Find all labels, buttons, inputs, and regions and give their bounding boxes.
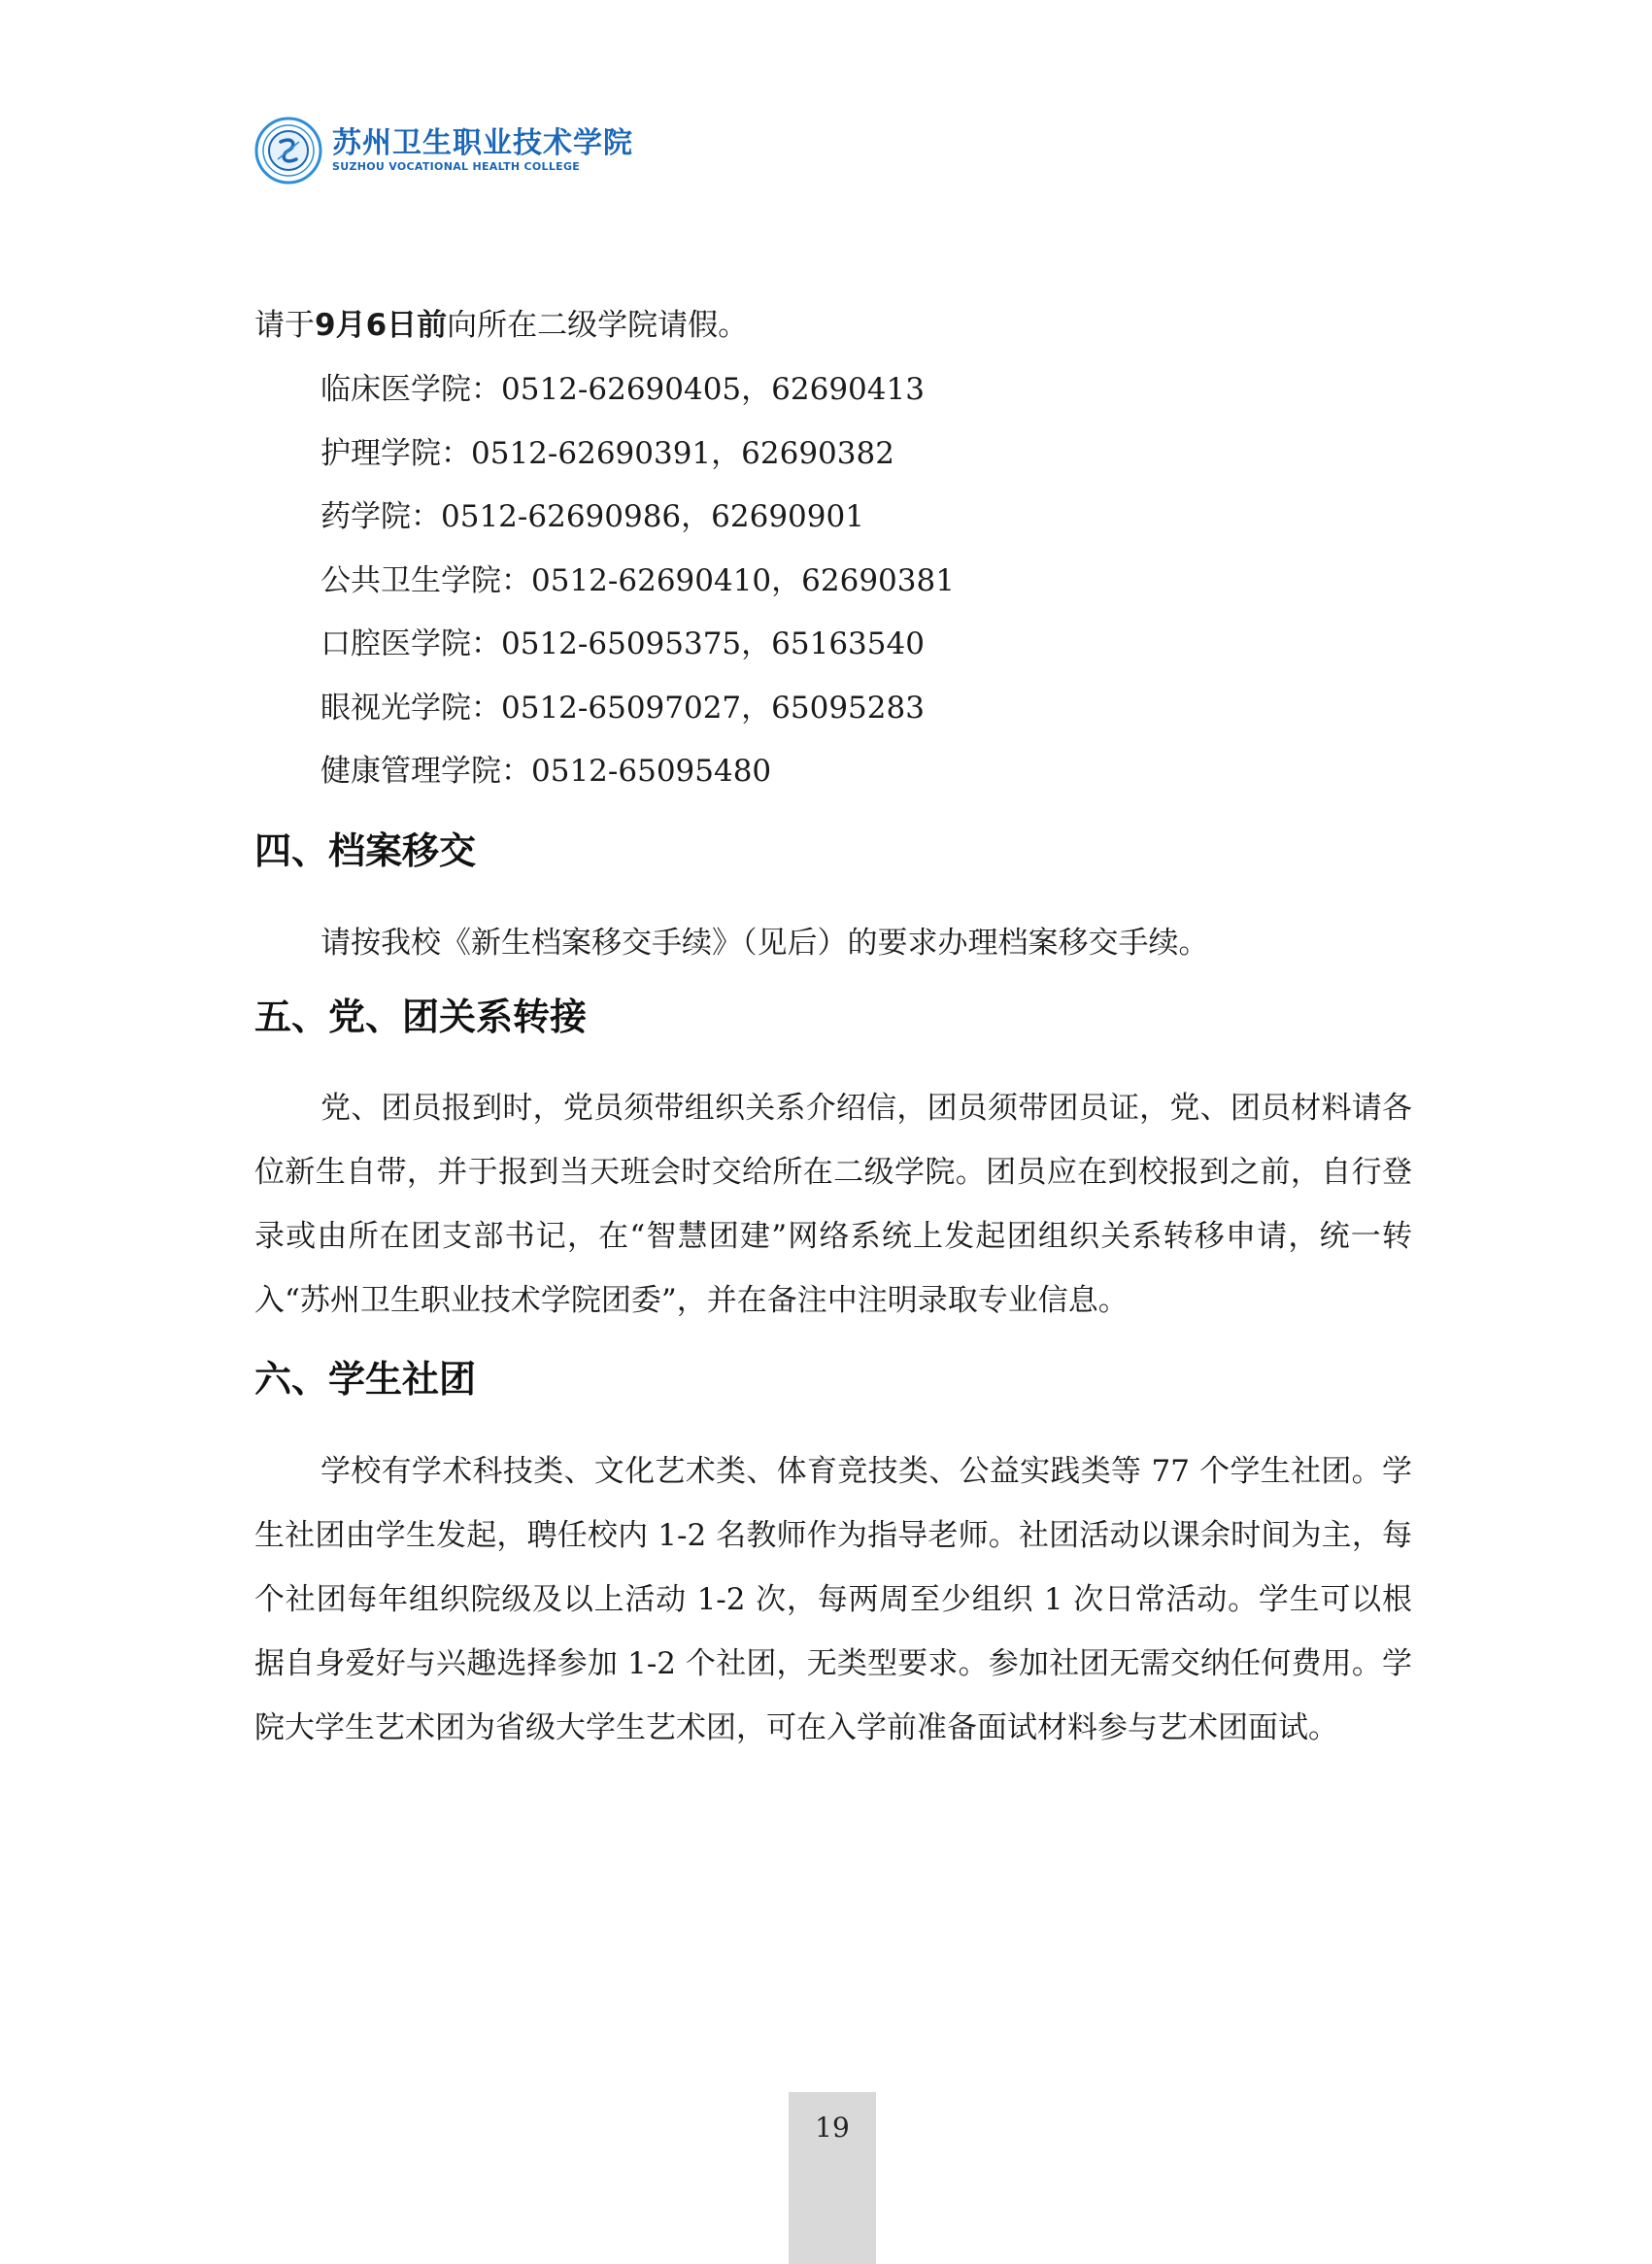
section-title-student-clubs: 六、学生社团 xyxy=(254,1358,477,1401)
document-body xyxy=(254,304,1412,1760)
section-title-party-league: 五、党、团关系转接 xyxy=(254,996,588,1038)
page-number-tab xyxy=(789,2092,876,2264)
contact-health-management: 健康管理学院：0512-65095480 xyxy=(320,754,772,789)
college-name-cn: 苏州卫生职业技术学院 xyxy=(332,126,633,160)
deadline-text: 9月6日前 xyxy=(315,308,448,343)
contact-pharmacy: 药学院：0512-62690986，62690901 xyxy=(320,499,864,534)
section-body-archives: 请按我校《新生档案移交手续》（见后）的要求办理档案移交手续。 xyxy=(320,926,1209,961)
college-seal-logo-icon xyxy=(254,117,322,185)
leave-request-line: 请于9月6日前向所在二级学院请假。 xyxy=(254,308,749,343)
contact-public-health: 公共卫生学院：0512-62690410，62690381 xyxy=(320,562,955,598)
contact-optometry: 眼视光学院：0512-65097027，65095283 xyxy=(320,690,925,726)
contact-nursing: 护理学院：0512-62690391，62690382 xyxy=(320,435,894,471)
college-name-en: SUZHOU VOCATIONAL HEALTH COLLEGE xyxy=(332,160,581,173)
page-number: 19 xyxy=(815,2112,850,2144)
section-title-archives: 四、档案移交 xyxy=(254,829,477,872)
contact-clinical-medicine: 临床医学院：0512-62690405，62690413 xyxy=(320,372,925,407)
section-body-party-league: 党、团员报到时，党员须带组织关系介绍信，团员须带团员证，党、团员材料请各位新生自带，并于报到当天班会时交给所在二级学院。团员应在到校报到之前，自行登录或由所在团支部书记，在“智慧团建”网络系统上发起团组织关系转移申请，统一转入“苏州卫生职业技术学院团委”，并在备注中注明录取专业信息。 xyxy=(254,1091,1412,1318)
college-brand xyxy=(332,127,633,174)
page-header xyxy=(254,109,633,192)
contact-stomatology: 口腔医学院：0512-65095375，65163540 xyxy=(320,626,925,661)
section-body-student-clubs: 学校有学术科技类、文化艺术类、体育竞技类、公益实践类等 77 个学生社团。学生社团由学生发起，聘任校内 1-2 名教师作为指导老师。社团活动以课余时间为主，每个社团每年组织院级及以上活动 1-2 次，每两周至少组织 1 次日常活动。学生可以根据自身爱好与兴趣选择参加 1-2 个社团，无类型要求。参加社团无需交纳任何费用。学院大学生艺术团为省级大学生艺术团，可在入学前准备面试材料参与艺术团面试。 xyxy=(254,1454,1413,1745)
